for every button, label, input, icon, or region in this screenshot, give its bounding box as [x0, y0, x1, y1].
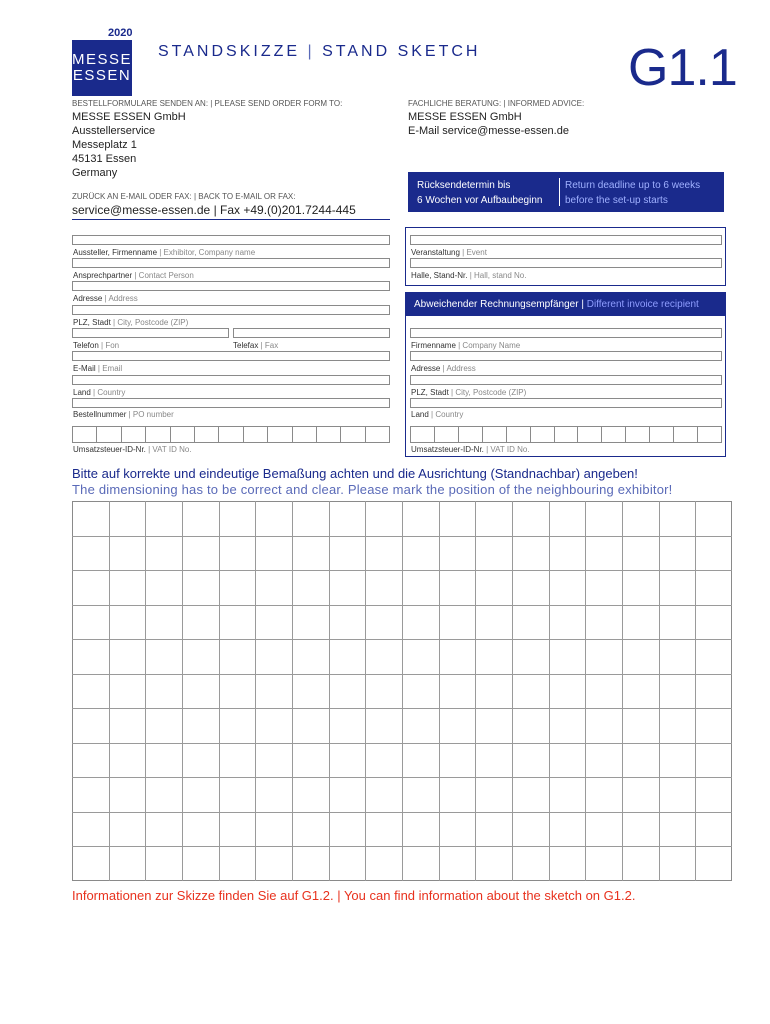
messe-essen-logo	[72, 40, 132, 96]
label-de: Aussteller, Firmenname	[73, 248, 158, 257]
label-de: PLZ, Stadt	[73, 318, 111, 327]
advice-line: MESSE ESSEN GmbH	[408, 111, 522, 123]
advice-line: E-Mail service@messe-essen.de	[408, 125, 569, 137]
phone-label	[73, 341, 119, 350]
address-label	[73, 294, 138, 303]
label-en: | Address	[440, 364, 476, 373]
address-field[interactable]	[72, 281, 390, 291]
sketch-instruction-en: The dimensioning has to be correct and clear. Please mark the position of the neighbouring exhibitor!	[72, 482, 673, 497]
sketch-info-note: Informationen zur Skizze finden Sie auf G1.2. | You can find information about the sketch on G1.2.	[72, 888, 636, 903]
contact-field[interactable]	[72, 258, 390, 268]
invoice-header-de: Abweichender Rechnungsempfänger	[414, 299, 579, 310]
invoice-header-separator: |	[578, 299, 587, 310]
deadline-en-line: before the set-up starts	[565, 195, 668, 206]
label-en: | Event	[459, 248, 487, 257]
label-en: | Fon	[98, 341, 120, 350]
order-label: BESTELLFORMULARE SENDEN AN: | PLEASE SEND ORDER FORM TO:	[72, 99, 343, 108]
logo-line-1: MESSE	[72, 51, 133, 68]
label-en: | Exhibitor, Company name	[157, 248, 256, 257]
invoice-vat-id-field[interactable]	[410, 426, 722, 443]
title-en: STAND SKETCH	[322, 43, 481, 60]
country-field[interactable]	[72, 375, 390, 385]
label-de: Adresse	[73, 294, 103, 303]
label-en: | Company Name	[455, 341, 521, 350]
deadline-de	[417, 178, 542, 208]
order-line: Ausstellerservice	[72, 125, 156, 137]
invoice-header-en: Different invoice recipient	[586, 299, 699, 310]
label-en: | City, Postcode (ZIP)	[448, 388, 527, 397]
label-en: | Country	[90, 388, 126, 397]
back-contact: service@messe-essen.de | Fax +49.(0)201.7244-445	[72, 203, 356, 217]
phone-field[interactable]	[72, 328, 229, 338]
company-field[interactable]	[72, 235, 390, 245]
fax-field[interactable]	[233, 328, 390, 338]
city-label	[73, 318, 188, 327]
label-de: Telefon	[73, 341, 99, 350]
label-de: Ansprechpartner	[73, 271, 133, 280]
vat-id-label	[73, 445, 192, 454]
deadline-de-line: Rücksendetermin bis	[417, 180, 511, 191]
form-code: G1.1	[628, 39, 737, 97]
page-title	[158, 43, 480, 61]
invoice-country-field[interactable]	[410, 398, 722, 408]
sketch-grid-lines	[72, 501, 732, 881]
logo-year: 2020	[108, 27, 133, 39]
po-number-field[interactable]	[72, 398, 390, 408]
label-en: | Hall, stand No.	[467, 271, 527, 280]
invoice-address-field[interactable]	[410, 351, 722, 361]
email-label	[73, 364, 122, 373]
label-de: Land	[73, 388, 91, 397]
label-de: Veranstaltung	[411, 248, 460, 257]
back-label: ZURÜCK AN E-MAIL ODER FAX: | BACK TO E-MAIL OR FAX:	[72, 192, 296, 201]
event-field[interactable]	[410, 235, 722, 245]
order-line: Germany	[72, 167, 118, 179]
label-de: Bestellnummer	[73, 410, 127, 419]
invoice-city-field[interactable]	[410, 375, 722, 385]
label-en: | VAT ID No.	[145, 445, 192, 454]
deadline-en-line: Return deadline up to 6 weeks	[565, 180, 701, 191]
label-en: | Country	[428, 410, 464, 419]
label-de: Firmenname	[411, 341, 456, 350]
hall-stand-label	[411, 271, 526, 280]
label-de: Umsatzsteuer-ID-Nr.	[411, 445, 484, 454]
label-de: Umsatzsteuer-ID-Nr.	[73, 445, 146, 454]
order-line: Messeplatz 1	[72, 139, 137, 151]
sketch-grid[interactable]	[72, 501, 732, 881]
invoice-vat-id-label	[411, 445, 530, 454]
deadline-box	[408, 172, 724, 212]
invoice-country-label	[411, 410, 463, 419]
hall-stand-field[interactable]	[410, 258, 722, 268]
order-line: MESSE ESSEN GmbH	[72, 111, 186, 123]
label-en: | PO number	[126, 410, 174, 419]
title-de: STANDSKIZZE	[158, 43, 301, 60]
label-de: E-Mail	[73, 364, 96, 373]
label-de: Halle, Stand-Nr.	[411, 271, 468, 280]
order-line: 45131 Essen	[72, 153, 137, 165]
logo-line-2: ESSEN	[72, 67, 132, 84]
label-en: | VAT ID No.	[483, 445, 530, 454]
invoice-company-field[interactable]	[410, 328, 722, 338]
invoice-address-label	[411, 364, 476, 373]
event-label	[411, 248, 487, 257]
email-field[interactable]	[72, 351, 390, 361]
divider	[72, 219, 390, 220]
label-en: | Email	[95, 364, 123, 373]
label-de: Adresse	[411, 364, 441, 373]
advice-label: FACHLICHE BERATUNG: | INFORMED ADVICE:	[408, 99, 585, 108]
invoice-company-label	[411, 341, 520, 350]
country-label	[73, 388, 125, 397]
contact-label	[73, 271, 194, 280]
po-number-label	[73, 410, 174, 419]
deadline-separator	[559, 178, 560, 206]
label-de: Land	[411, 410, 429, 419]
vat-id-field[interactable]	[72, 426, 390, 443]
label-en: | City, Postcode (ZIP)	[110, 318, 189, 327]
city-field[interactable]	[72, 305, 390, 315]
sketch-instruction-de: Bitte auf korrekte und eindeutige Bemaßung achten und die Ausrichtung (Standnachbar) angeben!	[72, 466, 638, 481]
deadline-de-line: 6 Wochen vor Aufbaubeginn	[417, 195, 543, 206]
label-en: | Address	[102, 294, 138, 303]
title-separator: |	[300, 43, 323, 60]
label-en: | Fax	[258, 341, 279, 350]
invoice-recipient-header	[406, 293, 725, 316]
deadline-en	[565, 178, 700, 208]
fax-label	[233, 341, 278, 350]
advice-address	[408, 110, 569, 138]
label-en: | Contact Person	[132, 271, 194, 280]
company-label	[73, 248, 255, 257]
label-de: Telefax	[233, 341, 259, 350]
label-de: PLZ, Stadt	[411, 388, 449, 397]
order-address	[72, 110, 186, 180]
invoice-city-label	[411, 388, 526, 397]
